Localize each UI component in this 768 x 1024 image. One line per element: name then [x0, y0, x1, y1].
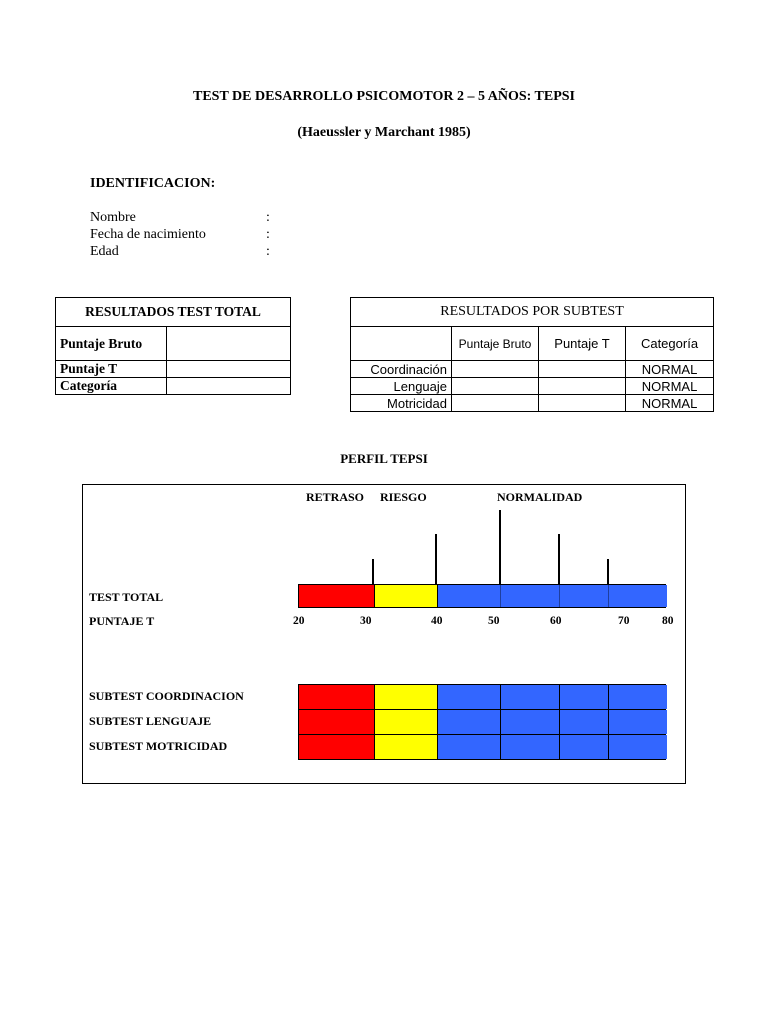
bar-segment-retraso: [299, 685, 374, 709]
bar-segment-normalidad: [437, 735, 500, 759]
subtest-t-lenguaje[interactable]: [539, 378, 626, 395]
resultados-total-heading: RESULTADOS TEST TOTAL: [56, 298, 291, 327]
document-subtitle: (Haeussler y Marchant 1985): [297, 125, 471, 140]
subtest-categoria-lenguaje: NORMAL: [626, 378, 714, 395]
bar-lenguaje: [298, 709, 666, 735]
subtest-categoria-motricidad: NORMAL: [626, 395, 714, 412]
subtest-name-lenguaje: Lenguaje: [351, 378, 452, 395]
row-label-lenguaje: SUBTEST LENGUAJE: [89, 714, 212, 728]
puntaje-t-value[interactable]: [167, 361, 291, 378]
row-label-test-total: TEST TOTAL: [89, 590, 164, 604]
field-edad-colon: :: [266, 244, 270, 259]
row-label-puntaje-t: PUNTAJE T: [89, 614, 155, 628]
ref-line-70: [607, 559, 609, 585]
bar-segment-normalidad: [500, 585, 559, 607]
bar-segment-normalidad: [437, 585, 500, 607]
bar-segment-riesgo: [374, 735, 437, 759]
bar-motricidad: [298, 734, 666, 760]
document-title: TEST DE DESARROLLO PSICOMOTOR 2 – 5 AÑOS: TEPSI: [193, 89, 575, 104]
subtest-bruto-lenguaje[interactable]: [452, 378, 539, 395]
bar-segment-normalidad: [559, 710, 608, 734]
bar-segment-retraso: [299, 585, 374, 607]
row-label-motricidad: SUBTEST MOTRICIDAD: [89, 739, 228, 753]
tick-40: 40: [431, 615, 443, 627]
tick-20: 20: [293, 615, 305, 627]
bar-segment-riesgo: [374, 710, 437, 734]
table-row: [351, 395, 714, 412]
zone-label-normalidad: NORMALIDAD: [497, 490, 583, 504]
subtest-col-empty: [351, 327, 452, 361]
bar-segment-normalidad: [559, 585, 608, 607]
ref-line-30: [372, 559, 374, 585]
field-edad-label: Edad: [90, 244, 119, 259]
bar-segment-normalidad: [608, 735, 667, 759]
bar-segment-normalidad: [608, 685, 667, 709]
bar-segment-riesgo: [374, 585, 437, 607]
resultados-total-table: [55, 297, 291, 395]
subtest-t-coordinacion[interactable]: [539, 361, 626, 378]
categoria-value[interactable]: [167, 378, 291, 395]
tick-80: 80: [662, 615, 674, 627]
bar-segment-retraso: [299, 735, 374, 759]
subtest-col-bruto: Puntaje Bruto: [452, 327, 539, 361]
bar-segment-riesgo: [374, 685, 437, 709]
tick-60: 60: [550, 615, 562, 627]
field-nombre-label: Nombre: [90, 210, 136, 225]
identificacion-heading: IDENTIFICACION:: [90, 176, 216, 191]
field-fecha-colon: :: [266, 227, 270, 242]
bar-segment-normalidad: [437, 685, 500, 709]
bar-coordinacion: [298, 684, 666, 710]
field-nombre-colon: :: [266, 210, 270, 225]
ref-line-60: [558, 534, 560, 585]
subtest-name-coordinacion: Coordinación: [351, 361, 452, 378]
zone-label-riesgo: RIESGO: [380, 490, 427, 504]
table-row: [351, 361, 714, 378]
resultados-subtest-heading: RESULTADOS POR SUBTEST: [351, 298, 714, 327]
table-row: [351, 378, 714, 395]
subtest-col-t: Puntaje T: [539, 327, 626, 361]
ref-line-50: [499, 510, 501, 585]
bar-segment-normalidad: [559, 735, 608, 759]
bar-test-total: [298, 584, 666, 608]
tick-70: 70: [618, 615, 630, 627]
puntaje-t-label: Puntaje T: [56, 361, 167, 378]
zone-label-retraso: RETRASO: [306, 490, 365, 504]
bar-segment-normalidad: [608, 710, 667, 734]
field-fecha-label: Fecha de nacimiento: [90, 227, 206, 242]
subtest-col-categoria: Categoría: [626, 327, 714, 361]
puntaje-bruto-value[interactable]: [167, 327, 291, 361]
perfil-heading: PERFIL TEPSI: [340, 451, 428, 466]
tick-30: 30: [360, 615, 372, 627]
bar-segment-retraso: [299, 710, 374, 734]
categoria-label: Categoría: [56, 378, 167, 395]
subtest-t-motricidad[interactable]: [539, 395, 626, 412]
bar-segment-normalidad: [608, 585, 667, 607]
subtest-categoria-coordinacion: NORMAL: [626, 361, 714, 378]
resultados-subtest-table: [350, 297, 714, 412]
bar-segment-normalidad: [500, 710, 559, 734]
row-label-coordinacion: SUBTEST COORDINACION: [89, 689, 244, 703]
subtest-bruto-motricidad[interactable]: [452, 395, 539, 412]
subtest-name-motricidad: Motricidad: [351, 395, 452, 412]
bar-segment-normalidad: [559, 685, 608, 709]
subtest-bruto-coordinacion[interactable]: [452, 361, 539, 378]
bar-segment-normalidad: [437, 710, 500, 734]
bar-segment-normalidad: [500, 685, 559, 709]
puntaje-bruto-label: Puntaje Bruto: [56, 327, 167, 361]
ref-line-40: [435, 534, 437, 585]
tick-50: 50: [488, 615, 500, 627]
bar-segment-normalidad: [500, 735, 559, 759]
